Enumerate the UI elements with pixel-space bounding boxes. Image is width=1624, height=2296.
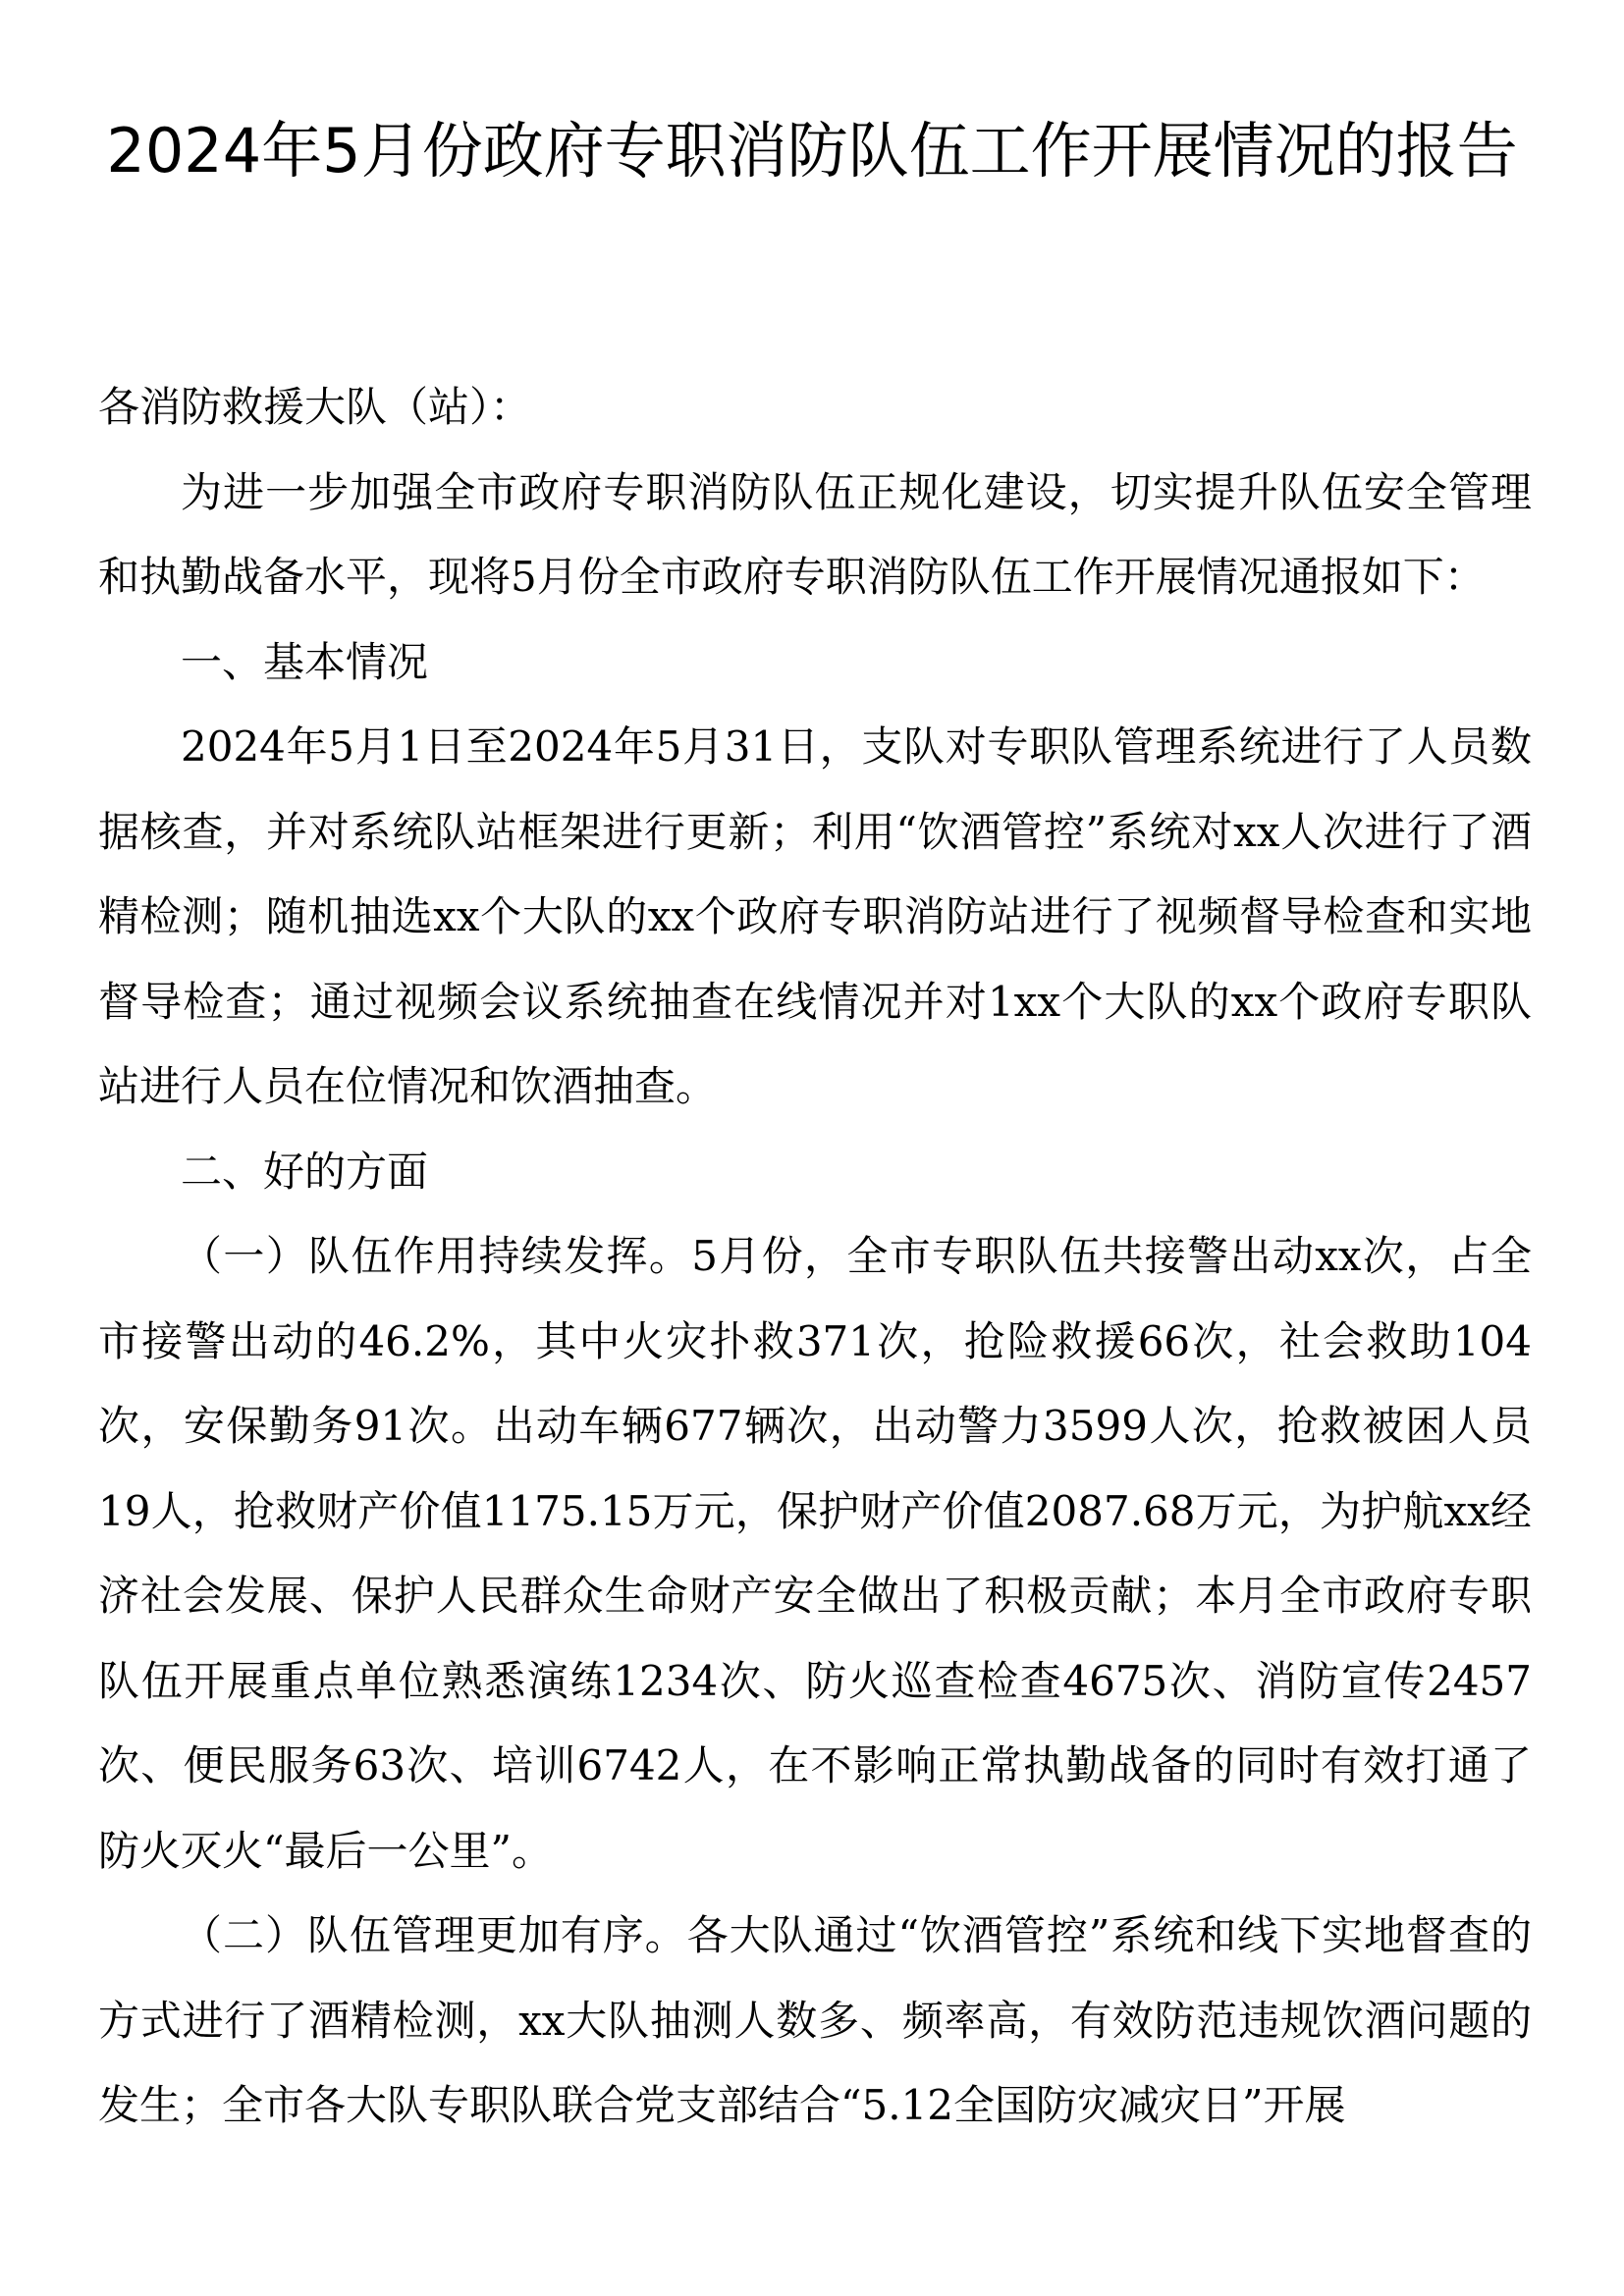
section-heading-basic: 一、基本情况 [181, 637, 429, 686]
section-heading-good-aspects: 二、好的方面 [181, 1147, 429, 1196]
team-role-paragraph: （一）队伍作用持续发挥。5月份，全市专职队伍共接警出动xx次，占全市接警出动的46.2%，其中火灾扑救371次，抢险救援66次，社会救助104次，安保勤务91次。出动车辆677辆次，出动警力3599人次，抢救被困人员19人，抢救财产价值1175.15万元，保护财产价值2087.68万元，为护航xx经济社会发展、保护人民群众生命财产安全做出了积极贡献；本月全市政府专职队伍开展重点单位熟悉演练1234次、防火巡查检查4675次、消防宣传2457次、便民服务63次、培训6742人，在不影响正常执勤战备的同时有效打通了防火灭火“最后一公里”。 [98, 1232, 1532, 1875]
salutation: 各消防救援大队（站）： [98, 383, 532, 431]
document-title: 2024年5月份政府专职消防队伍工作开展情况的报告 [106, 115, 1518, 187]
team-management-paragraph: （二）队伍管理更加有序。各大队通过“饮酒管控”系统和线下实地督查的方式进行了酒精检测，xx大队抽测人数多、频率高，有效防范违规饮酒问题的发生；全市各大队专职队联合党支部结合“5.12全国防灾减灾日”开展 [98, 1911, 1533, 2129]
document-body [98, 365, 1532, 2149]
intro-paragraph: 为进一步加强全市政府专职消防队伍正规化建设，切实提升队伍安全管理和执勤战备水平，现将5月份全市政府专职消防队伍工作开展情况通报如下： [98, 467, 1532, 601]
basic-situation-paragraph: 2024年5月1日至2024年5月31日，支队对专职队管理系统进行了人员数据核查，并对系统队站框架进行更新；利用“饮酒管控”系统对xx人次进行了酒精检测；随机抽选xx个大队的xx个政府专职消防站进行了视频督导检查和实地督导检查；通过视频会议系统抽查在线情况并对1xx个大队的xx个政府专职队站进行人员在位情况和饮酒抽查。 [98, 722, 1532, 1110]
